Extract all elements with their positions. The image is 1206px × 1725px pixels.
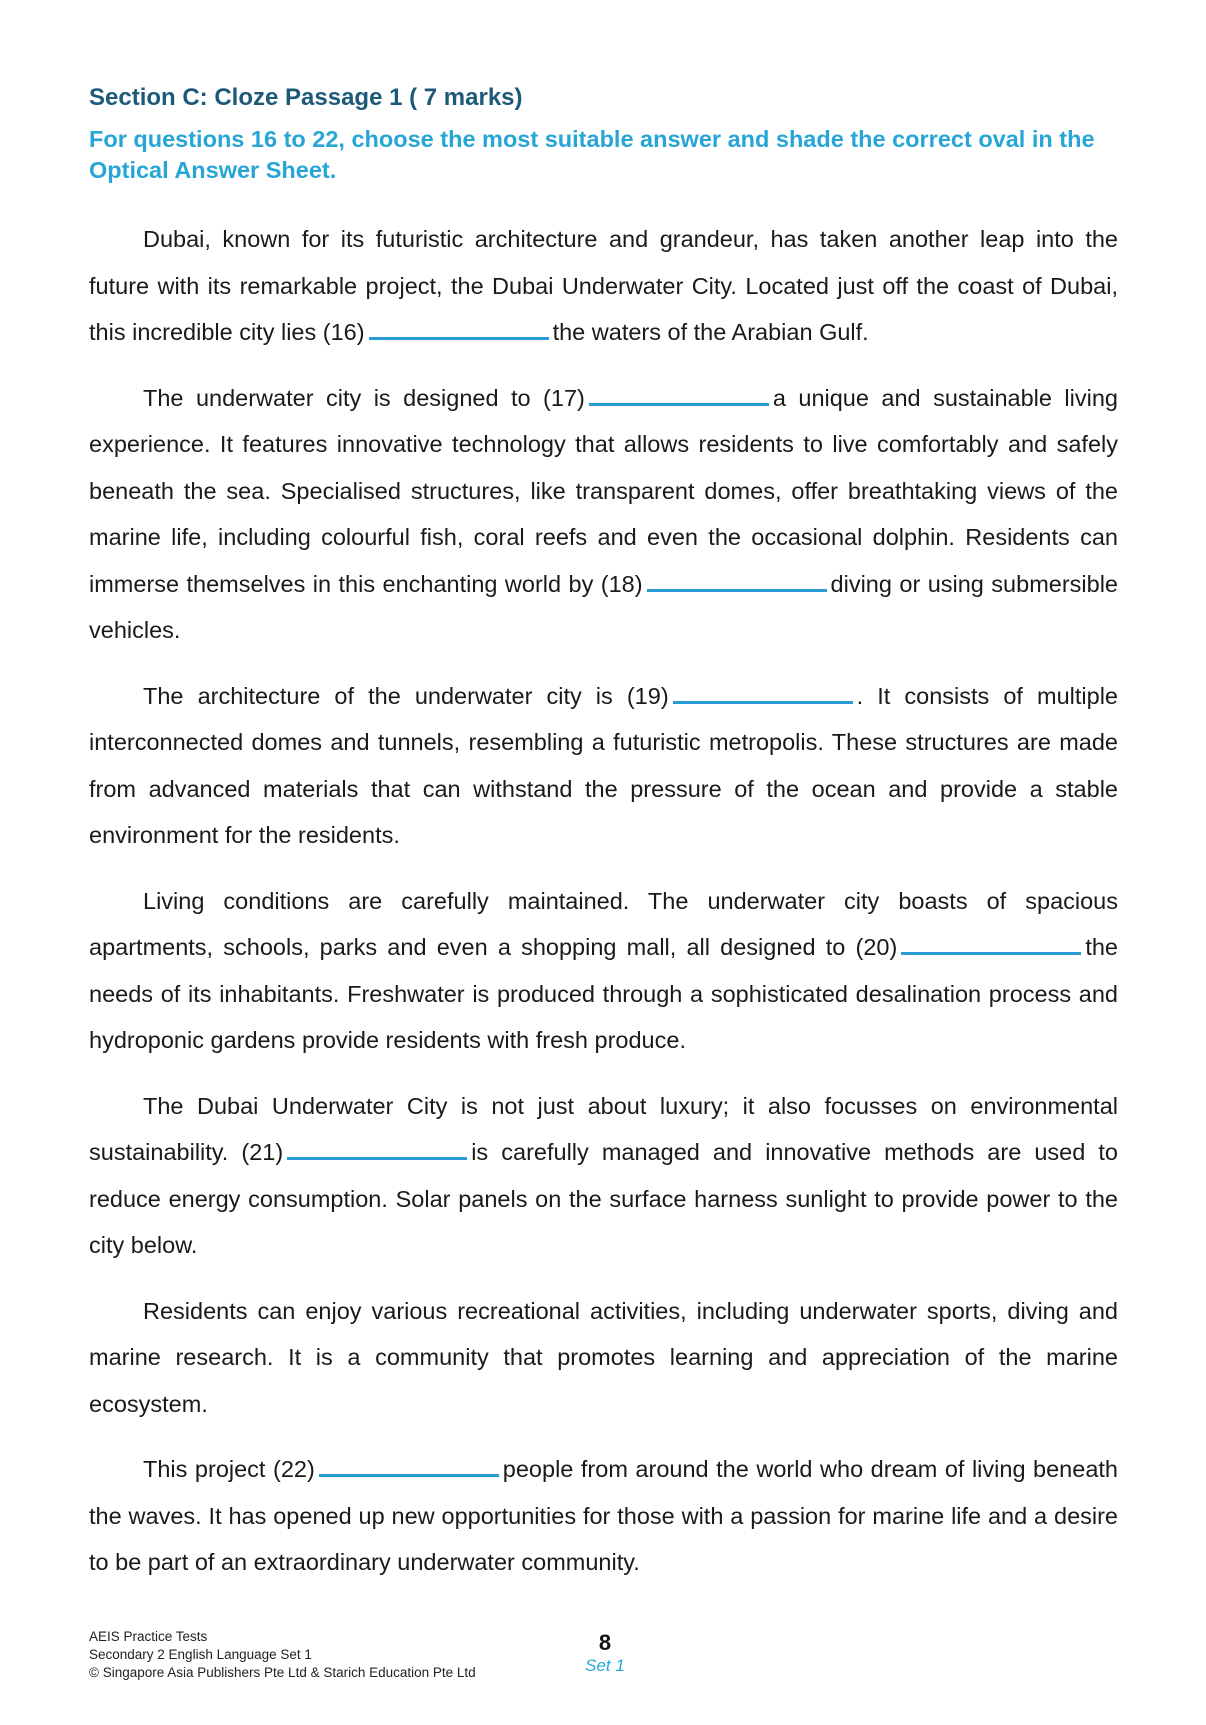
blank-19	[673, 681, 853, 704]
set-label: Set 1	[585, 1656, 625, 1675]
page-number: 8	[598, 1630, 612, 1655]
paragraph-6-text-a: Residents can enjoy various recreational activities, including underwater sports, diving and marine research. It is a community that promotes learning and appreciation of the marine ecosystem.	[89, 1297, 1118, 1417]
footer-line-3: © Singapore Asia Publishers Pte Ltd & Starich Education Pte Ltd	[89, 1665, 476, 1680]
paragraph-4	[89, 878, 1118, 1064]
paragraph-2-text-a: The underwater city is designed to (17)	[143, 384, 585, 411]
paragraph-4-text-a: Living conditions are carefully maintained. The underwater city boasts of spacious apartments, schools, parks and even a shopping mall, all designed to (20)	[89, 887, 1118, 960]
paragraph-6	[89, 1288, 1118, 1428]
blank-17	[589, 383, 769, 406]
paragraph-2	[89, 375, 1118, 654]
paragraph-1	[89, 216, 1118, 356]
paragraph-3-text-a: The architecture of the underwater city is (19)	[143, 682, 669, 709]
footer-page-info	[570, 1630, 640, 1676]
blank-21	[287, 1137, 467, 1160]
footer-line-2: Secondary 2 English Language Set 1	[89, 1647, 312, 1662]
section-heading: Section C: Cloze Passage 1 ( 7 marks)	[89, 84, 523, 111]
footer-credits	[89, 1628, 476, 1682]
instructions: For questions 16 to 22, choose the most suitable answer and shade the correct oval in the Optical Answer Sheet.	[89, 126, 1095, 183]
paragraph-1-text-b: the waters of the Arabian Gulf.	[552, 319, 869, 345]
footer-line-1: AEIS Practice Tests	[89, 1629, 208, 1644]
blank-18	[647, 569, 827, 592]
paragraph-2-text-b: a unique and sustainable living experience. It features innovative technology that allows residents to live comfortably and safely beneath the sea. Specialised structures, like transparent domes, offer breathtaking views of the marine life, including colourful fish, coral reefs and even the occasional dolphin. Residents can immerse themselves in this enchanting world by (18)	[89, 384, 1118, 597]
paragraph-3	[89, 673, 1118, 859]
paragraph-7-text-b: people from around the world who dream of living beneath the waves. It has opened up new opportunities for those with a passion for marine life and a desire to be part of an extraordinary underwater community.	[89, 1456, 1118, 1575]
paragraph-5	[89, 1083, 1118, 1269]
blank-16	[369, 317, 549, 340]
paragraph-7	[89, 1446, 1118, 1586]
paragraph-2-text-c: diving or using submersible vehicles.	[89, 570, 1118, 643]
paragraph-5-text-a: The Dubai Underwater City is not just about luxury; it also focusses on environmental sustainability. (21)	[89, 1092, 1118, 1165]
content-area	[89, 82, 1118, 1605]
cloze-passage	[89, 216, 1118, 1586]
blank-22	[319, 1454, 499, 1477]
paragraph-5-text-b: is carefully managed and innovative methods are used to reduce energy consumption. Solar panels on the surface harness sunlight to provide power to the city below.	[89, 1139, 1118, 1258]
paragraph-3-text-b: . It consists of multiple interconnected domes and tunnels, resembling a futuristic metropolis. These structures are made from advanced materials that can withstand the pressure of the ocean and provide a stable environment for the residents.	[89, 682, 1119, 848]
paragraph-1-text-a: Dubai, known for its futuristic architecture and grandeur, has taken another leap into the future with its remarkable project, the Dubai Underwater City. Located just off the coast of Dubai, this incredible city lies (16)	[89, 226, 1118, 345]
paragraph-4-text-b: the needs of its inhabitants. Freshwater is produced through a sophisticated desalination process and hydroponic gardens provide residents with fresh produce.	[89, 934, 1118, 1053]
blank-20	[901, 932, 1081, 955]
paragraph-7-text-a: This project (22)	[143, 1456, 315, 1482]
